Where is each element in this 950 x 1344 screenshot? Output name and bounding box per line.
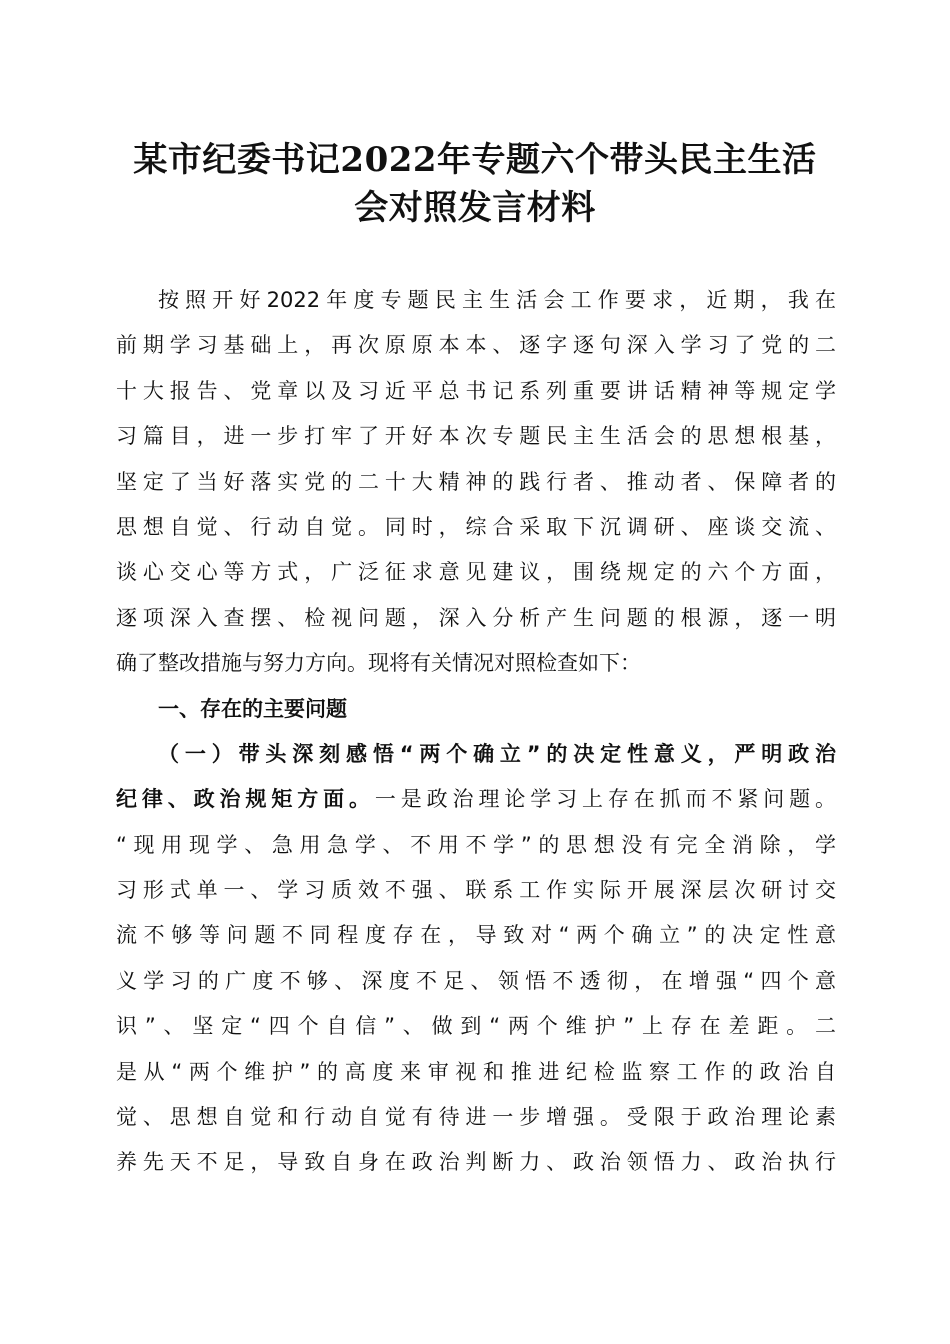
- body-line: 习形式单一、学习质效不强、联系工作实际开展深层次研讨交: [116, 878, 836, 903]
- subsection-heading-tail: 纪律、政治规矩方面。: [116, 787, 375, 812]
- document-body: [116, 278, 836, 1186]
- title-line-2: 会对照发言材料: [354, 188, 596, 228]
- intro-line: 按照开好2022年度专题民主生活会工作要求，近期，我在: [158, 288, 836, 312]
- body-line: 是从“两个维护”的高度来审视和推进纪检监察工作的政治自: [116, 1059, 836, 1084]
- intro-line: 思想自觉、行动自觉。同时，综合采取下沉调研、座谈交流、: [116, 514, 836, 539]
- body-line: “现用现学、急用急学、不用不学”的思想没有完全消除，学: [116, 832, 836, 857]
- intro-line: 习篇目，进一步打牢了开好本次专题民主生活会的思想根基，: [116, 424, 836, 449]
- intro-line: 谈心交心等方式，广泛征求意见建议，围绕规定的六个方面，: [116, 560, 836, 585]
- document-title: [100, 136, 850, 232]
- subsection-line-2-text: 一是政治理论学习上存在抓而不紧问题。: [374, 787, 837, 812]
- body-line: 流不够等问题不同程度存在，导致对“两个确立”的决定性意: [116, 923, 836, 948]
- subsection-line-2: [116, 777, 836, 822]
- section-heading: 一、存在的主要问题: [158, 696, 347, 721]
- title-line-1: 某市纪委书记2022年专题六个带头民主生活: [133, 140, 817, 180]
- intro-line: 十大报告、党章以及习近平总书记系列重要讲话精神等规定学: [116, 378, 836, 403]
- subsection-heading-text: （一）带头深刻感悟“两个确立”的决定性意义，严明政治: [158, 741, 836, 766]
- intro-line: 逐项深入查摆、检视问题，深入分析产生问题的根源，逐一明: [116, 605, 836, 630]
- subsection-heading-line: [116, 732, 836, 777]
- intro-line: 前期学习基础上，再次原原本本、逐字逐句深入学习了党的二: [116, 333, 836, 358]
- body-line: 识”、坚定“四个自信”、做到“两个维护”上存在差距。二: [116, 1014, 836, 1039]
- intro-line: 确了整改措施与努力方向。现将有关情况对照检查如下：: [116, 651, 641, 676]
- body-line: 义学习的广度不够、深度不足、领悟不透彻，在增强“四个意: [116, 968, 836, 993]
- body-line: 养先天不足，导致自身在政治判断力、政治领悟力、政治执行: [116, 1150, 836, 1175]
- intro-line: 坚定了当好落实党的二十大精神的践行者、推动者、保障者的: [116, 469, 836, 494]
- body-line: 觉、思想自觉和行动自觉有待进一步增强。受限于政治理论素: [116, 1105, 836, 1130]
